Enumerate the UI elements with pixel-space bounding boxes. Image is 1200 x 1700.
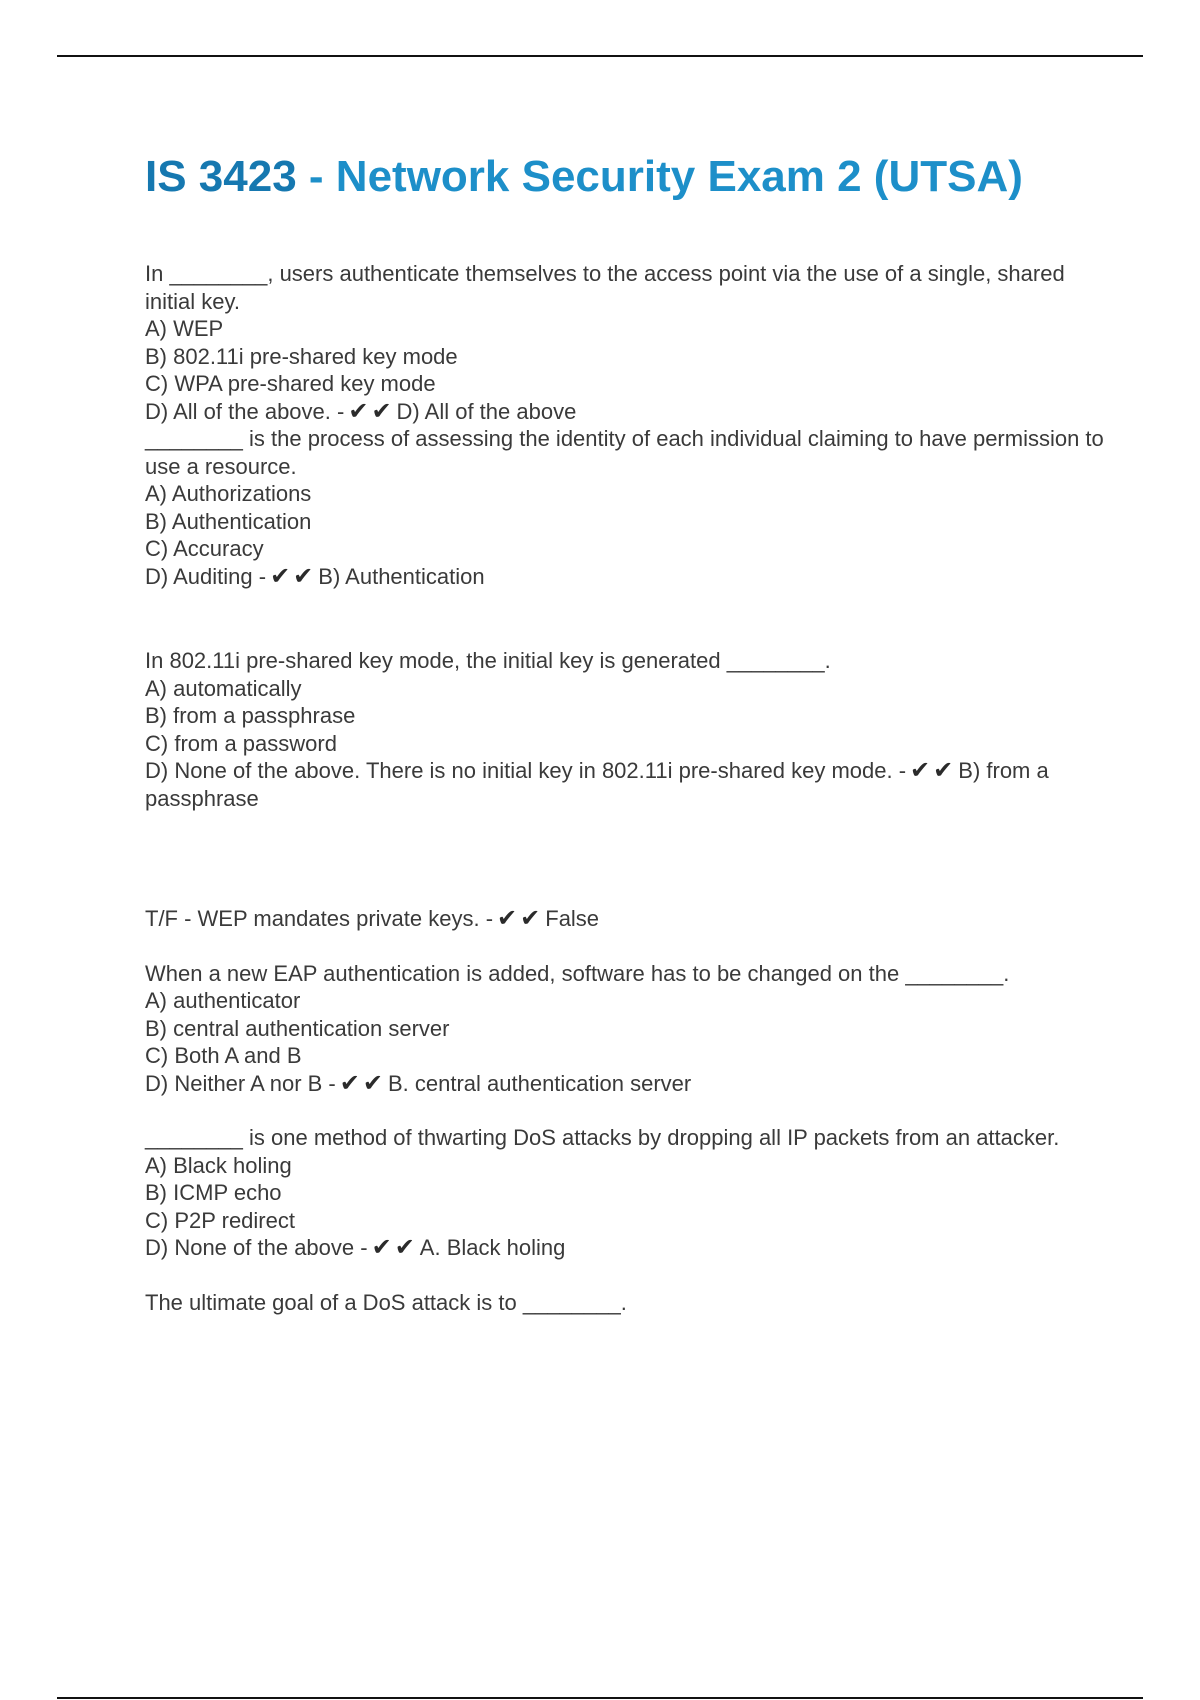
question-7 (145, 1289, 1105, 1317)
check-icon: ✔✔ (270, 561, 317, 590)
option-c: C) Both A and B (145, 1043, 302, 1068)
answer-text: B) from a passphrase (145, 758, 1049, 811)
option-a: A) Authorizations (145, 481, 312, 506)
answer-text: A. Black holing (419, 1235, 566, 1260)
question-list (145, 260, 1105, 1316)
answer-text: False (545, 906, 600, 931)
check-icon: ✔✔ (371, 1233, 418, 1261)
option-d: D) None of the above. There is no initial key in 802.11i pre-shared key mode. - (145, 758, 907, 783)
option-d-answer-line (145, 1234, 1105, 1262)
check-icon: ✔✔ (910, 756, 957, 784)
option-d-answer-line (145, 1070, 1105, 1098)
option-b: B) Authentication (145, 508, 312, 534)
option-a: A) authenticator (145, 988, 301, 1013)
document-body (145, 148, 1105, 1316)
option-d-answer-line (145, 563, 1105, 591)
answer-text: B. central authentication server (387, 1070, 692, 1096)
question-6 (145, 1124, 1105, 1262)
question-stem: In 802.11i pre-shared key mode, the initial key is generated ________. (145, 648, 831, 673)
top-rule (57, 55, 1143, 57)
option-b: B) ICMP echo (145, 1180, 282, 1205)
option-d: D) Neither A nor B - (145, 1070, 336, 1096)
true-false-answer-line (145, 905, 1105, 933)
course-code: IS 3423 (145, 152, 297, 201)
check-icon: ✔✔ (339, 1068, 386, 1097)
option-d: D) All of the above. - (145, 398, 345, 424)
option-d-answer-line (145, 398, 1105, 426)
question-stem: In ________, users authenticate themselves to the access point via the use of a single, shared initial key. (145, 261, 1065, 314)
question-stem: When a new EAP authentication is added, software has to be changed on the ________. (145, 960, 1010, 986)
question-4 (145, 905, 1105, 933)
question-2 (145, 425, 1105, 590)
option-c: C) P2P redirect (145, 1207, 295, 1233)
option-b: B) from a passphrase (145, 703, 356, 728)
option-d-answer-line (145, 757, 1105, 812)
option-a: A) automatically (145, 675, 302, 701)
question-stem: ________ is the process of assessing the identity of each individual claiming to have permission to use a resource. (145, 426, 1104, 479)
question-3 (145, 647, 1105, 812)
answer-text: D) All of the above (396, 398, 577, 424)
option-a: A) WEP (145, 316, 224, 341)
option-d: D) Auditing - (145, 563, 267, 589)
option-b: B) central authentication server (145, 1015, 450, 1041)
title-text: - Network Security Exam 2 (UTSA) (296, 152, 1023, 201)
option-c: C) from a password (145, 730, 337, 756)
option-d: D) None of the above - (145, 1235, 368, 1260)
answer-text: B) Authentication (318, 563, 485, 589)
question-5 (145, 960, 1105, 1098)
check-icon: ✔✔ (348, 396, 395, 425)
option-b: B) 802.11i pre-shared key mode (145, 343, 458, 369)
question-stem: The ultimate goal of a DoS attack is to ________. (145, 1289, 627, 1315)
question-stem: T/F - WEP mandates private keys. - (145, 906, 494, 931)
document-title (145, 148, 1105, 205)
check-icon: ✔✔ (497, 904, 544, 932)
question-1 (145, 260, 1105, 425)
bottom-rule (57, 1697, 1143, 1699)
option-a: A) Black holing (145, 1152, 292, 1178)
option-c: C) WPA pre-shared key mode (145, 371, 436, 396)
question-stem: ________ is one method of thwarting DoS attacks by dropping all IP packets from an attacker. (145, 1125, 1060, 1150)
option-c: C) Accuracy (145, 536, 264, 561)
